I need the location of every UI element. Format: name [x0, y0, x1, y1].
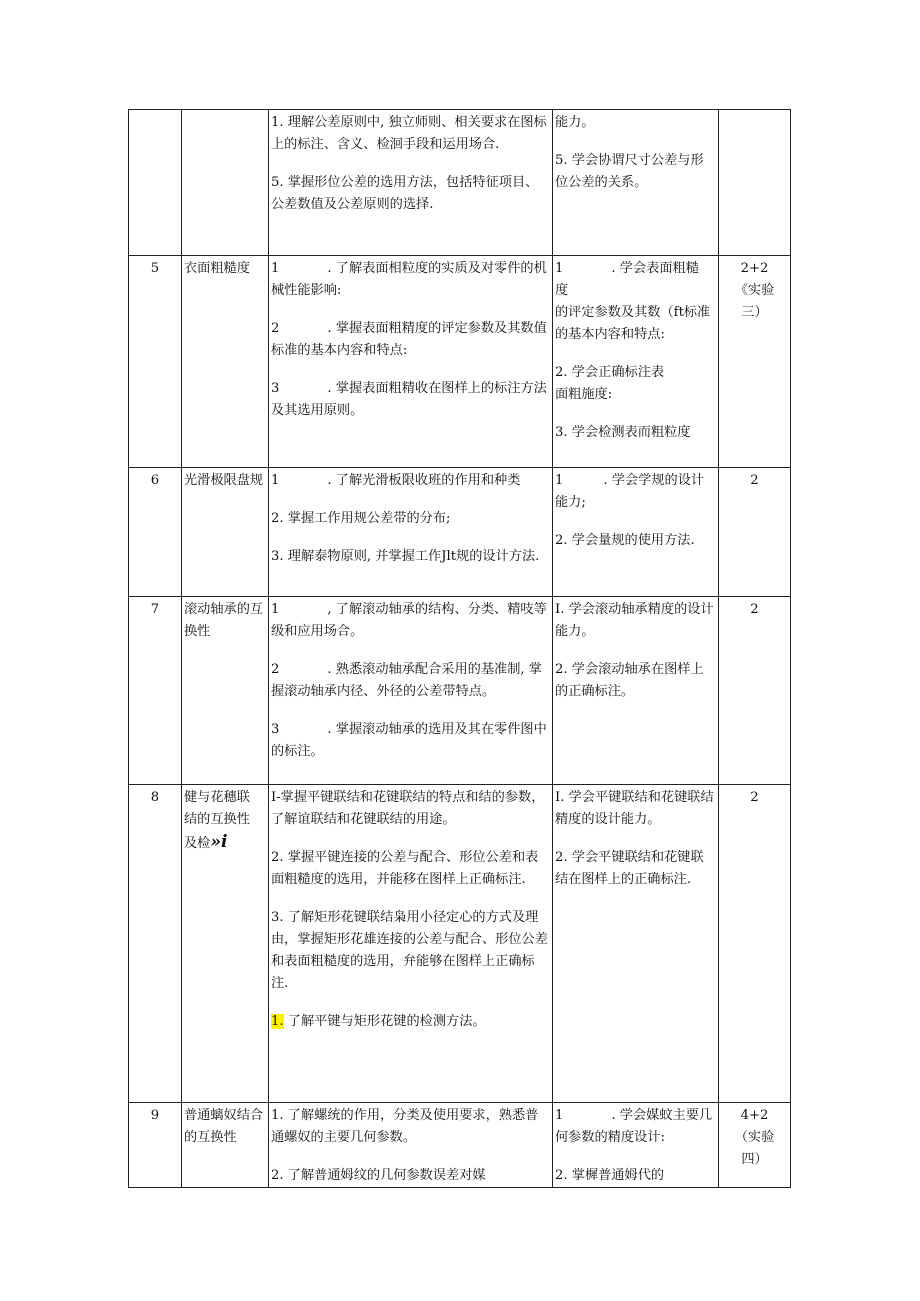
hours-value: 2 [750, 473, 759, 488]
skill-item: 2. 学会平键联结和花键联结在图样上的正确标注. [555, 850, 704, 887]
garbled-glyph: »i [210, 832, 228, 852]
skill-item: 1 . 学会学规的设计能力; [555, 473, 705, 510]
knowledge-cell [269, 785, 553, 1103]
knowledge-item: 2 . 掌握表面粗精度的评定参数及其数值标准的基本内容和特点: [271, 321, 547, 358]
chapter-number: 6 [129, 468, 182, 597]
skill-item: 2. 学会正确标注表 面粗施度: [555, 365, 665, 402]
knowledge-item: 3 . 掌握表面粗精收在图样上的标注方法及其选用原则。 [271, 381, 547, 418]
skill-cell [553, 256, 719, 468]
knowledge-cell [269, 597, 553, 785]
chapter-number: 8 [129, 785, 182, 1103]
chapter-number-cell [129, 110, 182, 256]
chapter-number: 9 [129, 1103, 182, 1188]
skill-cell [553, 468, 719, 597]
knowledge-cell [269, 1103, 553, 1188]
knowledge-item: 2. 了解普通姆纹的几何参数误差对媒 [271, 1168, 486, 1183]
hours-note: 三） [741, 305, 768, 320]
chapter-title: 健与花穗联 [184, 790, 250, 805]
skill-cell [553, 110, 719, 256]
highlighted-marker: 1. [271, 1014, 284, 1029]
chapter-title: 衣面粗糙度 [182, 256, 269, 468]
skill-item: 2. 学会量规的使用方法. [555, 533, 695, 548]
chapter-title-cell [182, 110, 269, 256]
knowledge-item: 5. 掌握形位公差的选用方法，包括特征项目、公差数值及公差原则的选择. [271, 175, 539, 212]
chapter-title: 滚动轴承的互换性 [182, 597, 269, 785]
hours-value: 4+2 [740, 1108, 769, 1123]
syllabus-table [128, 109, 791, 1188]
skill-item: 3. 学会检测表而粗粒度 [555, 425, 691, 440]
hours-note: 四） [741, 1152, 768, 1167]
knowledge-item: 3. 了解矩形花键联结枭用小径定心的方式及理由，掌握矩形花雄连接的公差与配合、形位公差和表面粗糙度的选用，弁能够在图样上正确标注. [271, 910, 548, 991]
skill-item: 5. 学会协谓尺寸公差与形位公差的关系。 [555, 153, 704, 190]
hours-value: 2 [750, 602, 759, 617]
skill-item: 1 . 学会表面粗糙 [555, 261, 699, 276]
skill-item: 2. 掌樨普通姆代的 [555, 1168, 665, 1183]
chapter-number: 5 [129, 256, 182, 468]
hours-cell [719, 110, 791, 256]
knowledge-cell [269, 110, 553, 256]
knowledge-item: 1 . 了解光滑板限收班的作用和种类 [271, 473, 521, 488]
skill-cell [553, 785, 719, 1103]
skill-item: 度 的评定参数及其数（ft标准的基本内容和特点: [555, 283, 711, 342]
table-row [129, 785, 791, 1103]
table-row [129, 110, 791, 256]
hours-cell [719, 785, 791, 1103]
skill-item: 能力。 [555, 115, 595, 130]
knowledge-item: 2 . 熟悉滚动轴承配合采用的基准制, 掌握滚动轴承内径、外径的公差带特点。 [271, 662, 542, 699]
knowledge-item: 2. 掌握工作用规公差带的分布; [271, 511, 451, 526]
chapter-title-cell [182, 785, 269, 1103]
knowledge-item: 2. 掌握平键连接的公差与配合、形位公差和表面粗糙度的选用，并能移在图样上正确标注. [271, 850, 539, 887]
chapter-title: 光滑极限盘规 [182, 468, 269, 597]
hours-value: 2+2 [740, 261, 769, 276]
knowledge-item: 1 . 了解表面相粒度的实质及对零件的机械性能影响: [271, 261, 547, 298]
knowledge-item: 3. 理解泰物原则, 并掌握工作Jlt规的设计方法. [271, 549, 540, 564]
hours-cell [719, 597, 791, 785]
skill-cell [553, 1103, 719, 1188]
table-row [129, 256, 791, 468]
chapter-title: 普通螭奴结合的互换性 [182, 1103, 269, 1188]
chapter-title: 及检»i [184, 832, 228, 852]
skill-item: I. 学会平键联结和花键联结精度的设计能力。 [555, 790, 714, 827]
knowledge-item: 1. 了解平键与矩形花键的检测方法。 [271, 1014, 486, 1029]
knowledge-item: 1 , 了解滚动轴承的结构、分类、精吱等级和应用场合。 [271, 602, 547, 639]
hours-note: （实验 [734, 1130, 775, 1145]
hours-cell [719, 256, 791, 468]
knowledge-item: 1. 了解螺统的作用，分类及使用要求，熟悉普通螺奴的主要几何参数。 [271, 1108, 539, 1145]
skill-cell [553, 597, 719, 785]
skill-item: 2. 学会滚动轴承在图样上的正确标注。 [555, 662, 704, 699]
table-row [129, 597, 791, 785]
knowledge-item: 3 . 掌握滚动轴承的选用及其在零件图中的标注。 [271, 722, 547, 759]
table-row [129, 468, 791, 597]
chapter-number: 7 [129, 597, 182, 785]
skill-item: 1 . 学会媒蚊主要几何参数的精度设计: [555, 1108, 713, 1145]
hours-cell [719, 1103, 791, 1188]
knowledge-cell [269, 468, 553, 597]
chapter-title: 结的互换性 [184, 812, 250, 827]
hours-note: 《实验 [734, 283, 775, 298]
knowledge-item: 1. 理解公差原则中, 独立师则、相关要求在图标上的标注、含义、检洄手段和运用场合. [271, 115, 547, 152]
table-row [129, 1103, 791, 1188]
skill-item: I. 学会滚动轴承精度的设计能力。 [555, 602, 714, 639]
knowledge-cell [269, 256, 553, 468]
hours-cell [719, 468, 791, 597]
knowledge-item: I-掌握平键联结和花键联结的特点和结的参数，了解谊联结和花键联结的用途。 [271, 790, 545, 827]
hours-value: 2 [750, 790, 759, 805]
